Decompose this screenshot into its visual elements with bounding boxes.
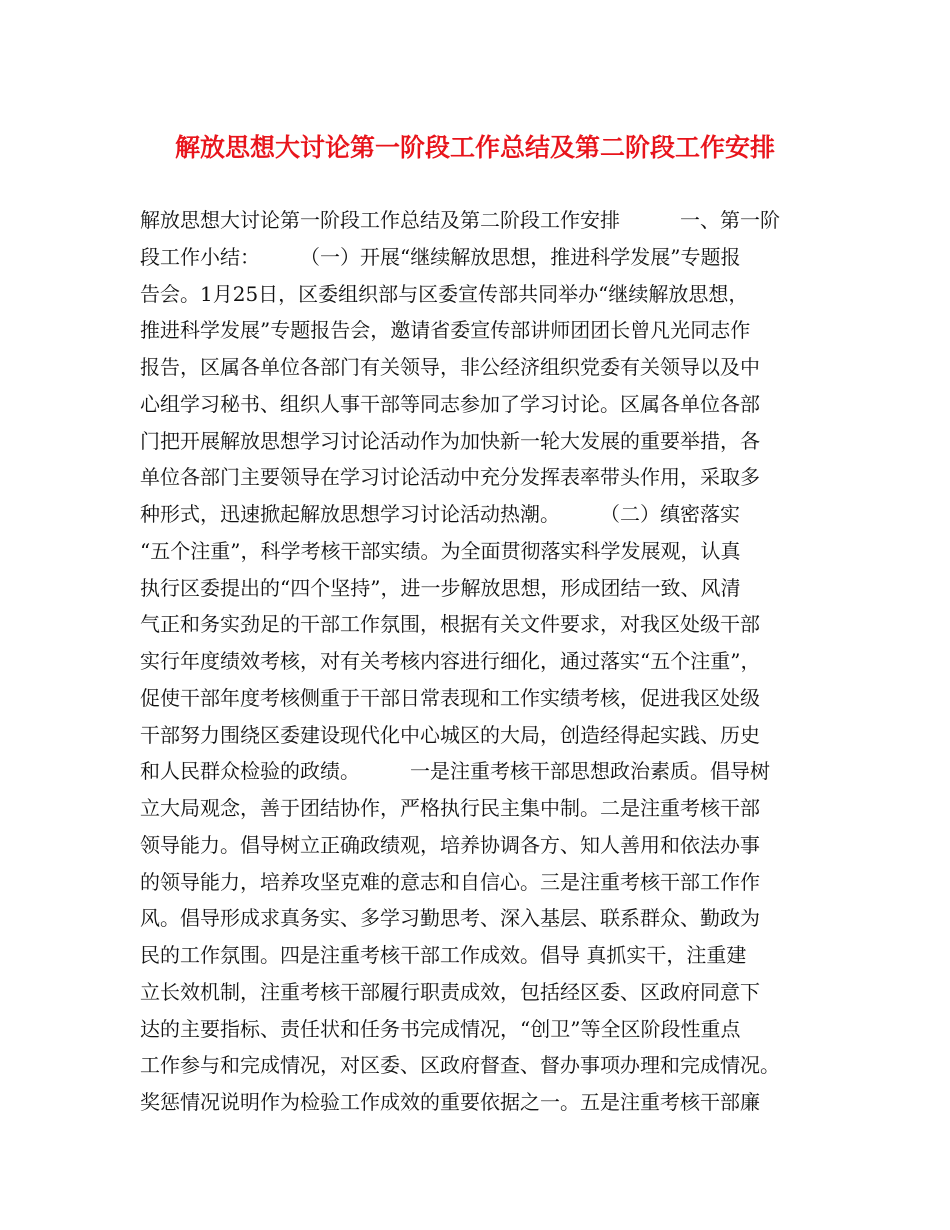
body-text-line: 民的工作氛围。四是注重考核干部工作成效。倡导 真抓实干，注重建 <box>140 943 747 967</box>
body-text-line: 奖惩情况说明作为检验工作成效的重要依据之一。五是注重考核干部廉 <box>140 1090 760 1114</box>
body-text-line: 领导能力。倡导树立正确政绩观，培养协调各方、知人善用和依法办事 <box>140 832 760 857</box>
body-text-line: 实行年度绩效考核，对有关考核内容进行细化，通过落实“五个注重”， <box>140 649 761 673</box>
body-text-line: 气正和务实劲足的干部工作氛围，根据有关文件要求，对我区处级干部 <box>140 612 760 637</box>
body-text-line: 立长效机制，注重考核干部履行职责成效，包括经区委、区政府同意下 <box>140 979 760 1004</box>
body-text-line: 促使干部年度考核侧重于干部日常表现和工作实绩考核，促进我区处级 <box>140 685 760 710</box>
body-text-line: 报告，区属各单位各部门有关领导，非公经济组织党委有关领导以及中 <box>140 355 760 379</box>
body-text-line: 心组学习秘书、组织人事干部等同志参加了学习讨论。区属各单位各部 <box>140 391 760 416</box>
body-text-line: 单位各部门主要领导在学习讨论活动中充分发挥表率带头作用，采取多 <box>140 465 760 490</box>
body-text-line: 门把开展解放思想学习讨论活动作为加快新一轮大发展的重要举措，各 <box>140 428 760 453</box>
body-text-line: 推进科学发展”专题报告会，邀请省委宣传部讲师团团长曾凡光同志作 <box>140 318 751 343</box>
body-text-line: 的领导能力，培养攻坚克难的意志和自信心。三是注重考核干部工作作 <box>140 869 760 894</box>
document-body <box>140 202 820 1121</box>
body-text-line: 解放思想大讨论第一阶段工作总结及第二阶段工作安排 一、第一阶 <box>140 208 780 232</box>
body-text-line: 和人民群众检验的政绩。 一是注重考核干部思想政治素质。倡导树 <box>140 759 770 784</box>
body-text-line: 告会。1月25日，区委组织部与区委宣传部共同举办“继续解放思想， <box>140 281 749 306</box>
body-text-line: 执行区委提出的“四个坚持”，进一步解放思想，形成团结一致、风清 <box>140 575 741 600</box>
body-text-line: 立大局观念，善于团结协作，严格执行民主集中制。二是注重考核干部 <box>140 796 760 820</box>
document-title: 解放思想大讨论第一阶段工作总结及第二阶段工作安排 <box>174 133 775 162</box>
body-text-line: 段工作小结： （一）开展“继续解放思想，推进科学发展”专题报 <box>140 244 741 269</box>
body-text-line: “五个注重”，科学考核干部实绩。为全面贯彻落实科学发展观，认真 <box>140 538 741 563</box>
body-text-line: 干部努力围绕区委建设现代化中心城区的大局，创造经得起实践、历史 <box>140 722 760 747</box>
body-text-line: 工作参与和完成情况，对区委、区政府督查、督办事项办理和完成情况。 <box>140 1053 780 1078</box>
body-text-line: 达的主要指标、责任状和任务书完成情况，“创卫”等全区阶段性重点 <box>140 1016 741 1041</box>
body-text-line: 风。倡导形成求真务实、多学习勤思考、深入基层、联系群众、勤政为 <box>140 906 760 931</box>
body-text-line: 种形式，迅速掀起解放思想学习讨论活动热潮。 （二）缜密落实 <box>140 502 740 526</box>
